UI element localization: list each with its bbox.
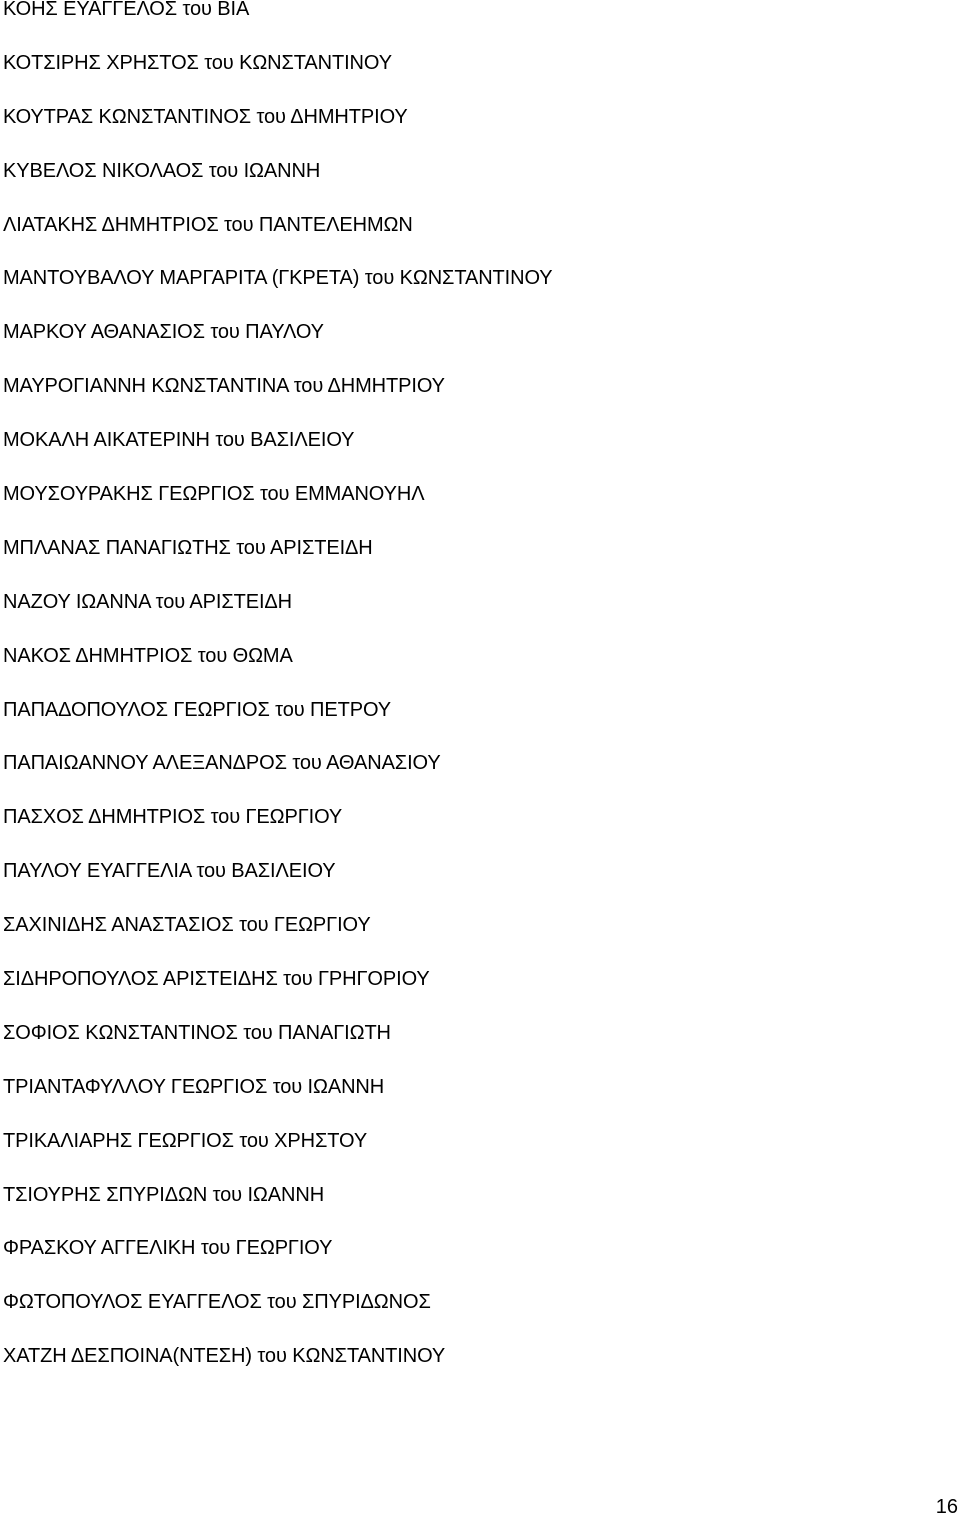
list-item: ΚΟΗΣ ΕΥΑΓΓΕΛΟΣ του ΒΙΑ [3,0,250,20]
list-item: ΣΑΧΙΝΙΔΗΣ ΑΝΑΣΤΑΣΙΟΣ του ΓΕΩΡΓΙΟΥ [3,914,371,937]
list-item: ΦΡΑΣΚΟΥ ΑΓΓΕΛΙΚΗ του ΓΕΩΡΓΙΟΥ [3,1237,333,1260]
list-item: ΠΑΠΑΔΟΠΟΥΛΟΣ ΓΕΩΡΓΙΟΣ του ΠΕΤΡΟΥ [3,698,392,721]
list-item: ΠΑΣΧΟΣ ΔΗΜΗΤΡΙΟΣ του ΓΕΩΡΓΙΟΥ [3,806,343,829]
list-item: ΝΑΚΟΣ ΔΗΜΗΤΡΙΟΣ του ΘΩΜΑ [3,644,293,667]
list-item: ΠΑΥΛΟΥ ΕΥΑΓΓΕΛΙΑ του ΒΑΣΙΛΕΙΟΥ [3,860,336,883]
list-item: ΝΑΖΟΥ ΙΩΑΝΝΑ του ΑΡΙΣΤΕΙΔΗ [3,590,293,613]
list-item: ΤΡΙΚΑΛΙΑΡΗΣ ΓΕΩΡΓΙΟΣ του ΧΡΗΣΤΟΥ [3,1129,368,1152]
list-item: ΜΑΝΤΟΥΒΑΛΟΥ ΜΑΡΓΑΡΙΤΑ (ΓΚΡΕΤΑ) του ΚΩΝΣΤΑΝΤΙΝΟΥ [3,267,553,290]
list-item: ΜΑΡΚΟΥ ΑΘΑΝΑΣΙΟΣ του ΠΑΥΛΟΥ [3,321,324,344]
list-item: ΚΟΥΤΡΑΣ ΚΩΝΣΤΑΝΤΙΝΟΣ του ΔΗΜΗΤΡΙΟΥ [3,105,408,128]
list-item: ΜΟΥΣΟΥΡΑΚΗΣ ΓΕΩΡΓΙΟΣ του ΕΜΜΑΝΟΥΗΛ [3,483,425,506]
list-item: ΧΑΤΖΗ ΔΕΣΠΟΙΝΑ(ΝΤΕΣΗ) του ΚΩΝΣΤΑΝΤΙΝΟΥ [3,1345,446,1368]
list-item: ΜΟΚΑΛΗ ΑΙΚΑΤΕΡΙΝΗ του ΒΑΣΙΛΕΙΟΥ [3,429,355,452]
name-list [3,0,553,1397]
list-item: ΣΙΔΗΡΟΠΟΥΛΟΣ ΑΡΙΣΤΕΙΔΗΣ του ΓΡΗΓΟΡΙΟΥ [3,968,430,991]
list-item: ΠΑΠΑΙΩΑΝΝΟΥ ΑΛΕΞΑΝΔΡΟΣ του ΑΘΑΝΑΣΙΟΥ [3,752,441,775]
page-number: 16 [935,1496,958,1518]
list-item: ΦΩΤΟΠΟΥΛΟΣ ΕΥΑΓΓΕΛΟΣ του ΣΠΥΡΙΔΩΝΟΣ [3,1291,431,1314]
list-item: ΚΟΤΣΙΡΗΣ ΧΡΗΣΤΟΣ του ΚΩΝΣΤΑΝΤΙΝΟΥ [3,51,392,74]
list-item: ΣΟΦΙΟΣ ΚΩΝΣΤΑΝΤΙΝΟΣ του ΠΑΝΑΓΙΩΤΗ [3,1021,391,1044]
list-item: ΛΙΑΤΑΚΗΣ ΔΗΜΗΤΡΙΟΣ του ΠΑΝΤΕΛΕΗΜΩΝ [3,213,413,236]
list-item: ΚΥΒΕΛΟΣ ΝΙΚΟΛΑΟΣ του ΙΩΑΝΝΗ [3,159,321,182]
list-item: ΜΑΥΡΟΓΙΑΝΝΗ ΚΩΝΣΤΑΝΤΙΝΑ του ΔΗΜΗΤΡΙΟΥ [3,375,445,398]
list-item: ΤΣΙΟΥΡΗΣ ΣΠΥΡΙΔΩΝ του ΙΩΑΝΝΗ [3,1183,325,1206]
list-item: ΤΡΙΑΝΤΑΦΥΛΛΟΥ ΓΕΩΡΓΙΟΣ του ΙΩΑΝΝΗ [3,1075,385,1098]
list-item: ΜΠΛΑΝΑΣ ΠΑΝΑΓΙΩΤΗΣ του ΑΡΙΣΤΕΙΔΗ [3,536,373,559]
